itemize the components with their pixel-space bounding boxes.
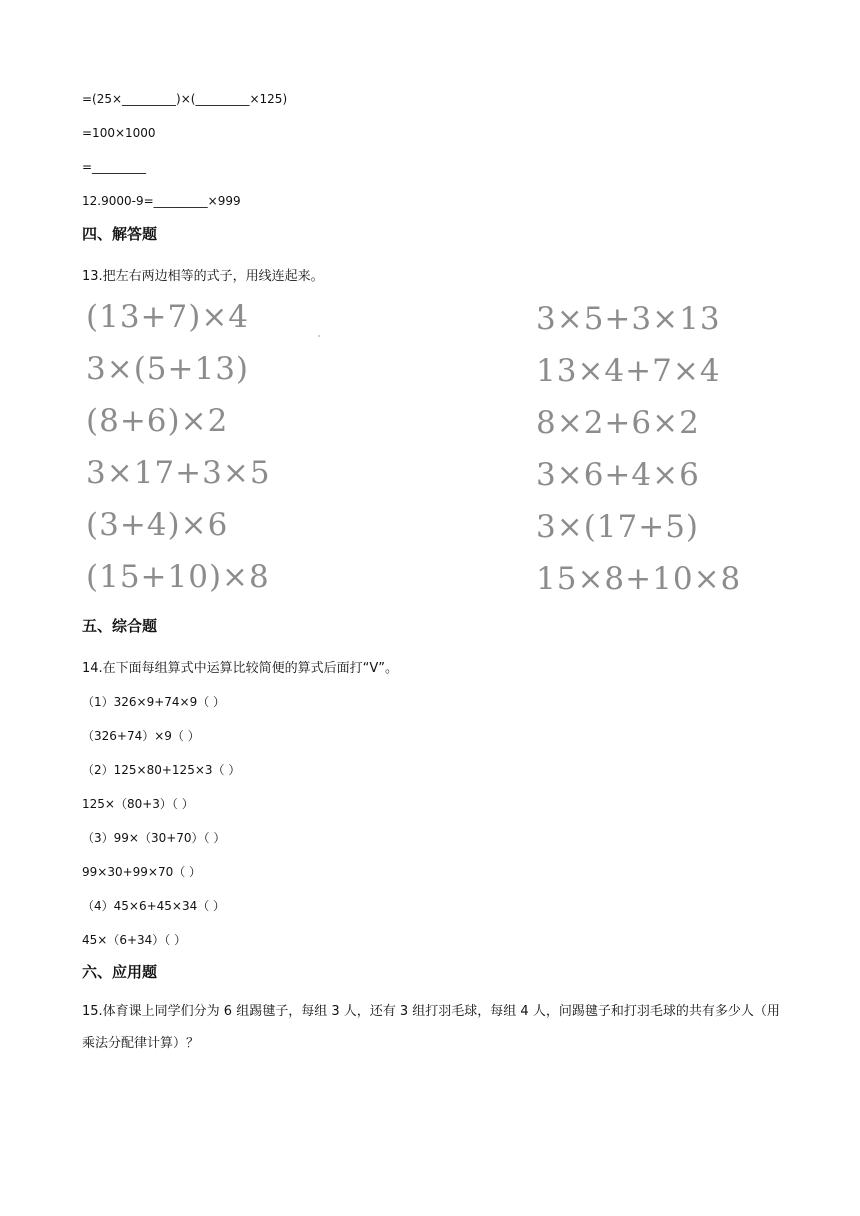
comparison-item: （1）326×9+74×9（ ）	[82, 695, 226, 709]
comparison-item: （2）125×80+125×3（ ）	[82, 763, 241, 777]
right-expression: 3×(17+5)	[536, 509, 700, 545]
left-expression: 3×(5+13)	[86, 351, 250, 387]
comparison-item: 125×（80+3）（ ）	[82, 797, 194, 811]
section-5-heading: 五、综合题	[82, 617, 158, 635]
comparison-item: （3）99×（30+70）（ ）	[82, 831, 226, 845]
left-expression: (13+7)×4	[86, 299, 250, 335]
right-expression: 15×8+10×8	[536, 561, 742, 597]
right-expression: 8×2+6×2	[536, 405, 700, 441]
question-13: 13.把左右两边相等的式子，用线连起来。	[82, 269, 324, 284]
right-expression: 13×4+7×4	[536, 353, 721, 389]
question-12: 12.9000-9=_________×999	[82, 194, 241, 208]
equation-line-1: =(25×_________)×(_________×125)	[82, 92, 288, 106]
comparison-item: 99×30+99×70（ ）	[82, 865, 202, 879]
left-expression: (15+10)×8	[86, 559, 270, 595]
left-expression: 3×17+3×5	[86, 455, 271, 491]
equation-line-2: =100×1000	[82, 126, 156, 140]
left-expression: (8+6)×2	[86, 403, 229, 439]
right-expression: 3×5+3×13	[536, 301, 721, 337]
section-6-heading: 六、应用题	[82, 963, 158, 981]
question-15: 15.体育课上同学们分为 6 组踢毽子，每组 3 人，还有 3 组打羽毛球，每组 4 人，问踢毽子和打羽毛球的共有多少人（用乘法分配律计算）？	[82, 1004, 780, 1051]
comparison-item: （326+74）×9（ ）	[82, 729, 200, 743]
stray-dot	[318, 335, 320, 337]
question-14: 14.在下面每组算式中运算比较简便的算式后面打“V”。	[82, 661, 399, 676]
comparison-item: （4）45×6+45×34（ ）	[82, 899, 226, 913]
left-expression-column	[86, 291, 271, 603]
section-4-heading: 四、解答题	[82, 225, 158, 243]
right-expression-column	[536, 293, 741, 605]
right-expression: 3×6+4×6	[536, 457, 700, 493]
equation-line-3: =_________	[82, 160, 147, 174]
left-expression: (3+4)×6	[86, 507, 229, 543]
comparison-item: 45×（6+34）（ ）	[82, 933, 187, 947]
